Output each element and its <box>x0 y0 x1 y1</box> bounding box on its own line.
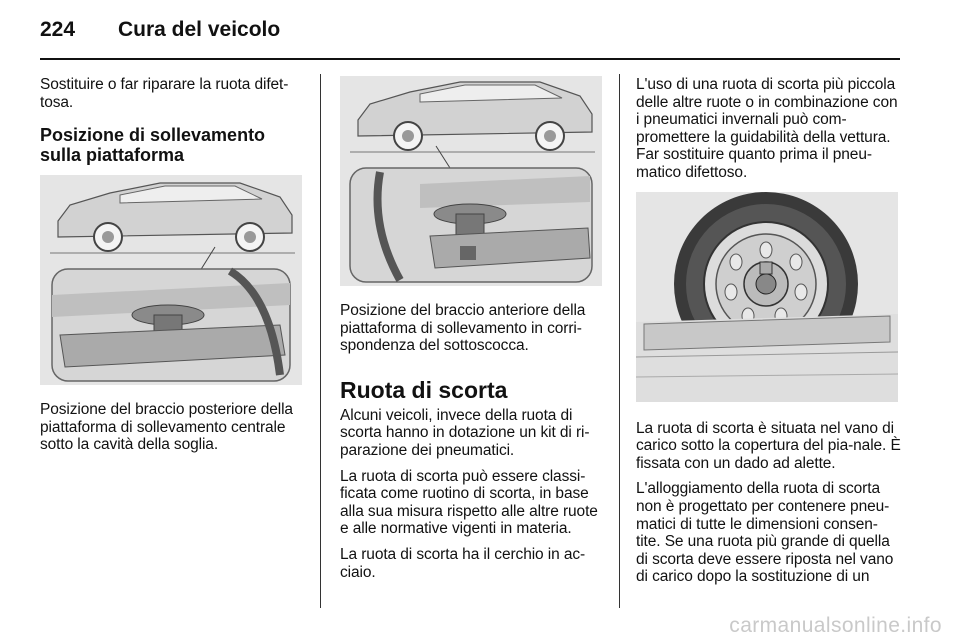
column-1 <box>40 76 302 462</box>
watermark: carmanualsonline.info <box>729 614 942 637</box>
spare-paragraph-2: La ruota di scorta può essere classi-ficata come ruotino di scorta, in base alla sua misura rispetto alle altre ruote e alle normative vigenti in materia. <box>340 467 598 538</box>
spare-housing-text: L'alloggiamento della ruota di scorta non è progettato per contenere pneu-matici di tutte le dimensioni consen-tite. Se una ruota più grande di quella di scorta deve essere riposta nel vano di carico dopo la sostituzione di un <box>636 480 894 586</box>
column-divider-2 <box>619 74 620 608</box>
page-number: 224 <box>40 18 76 41</box>
spare-paragraph-3: La ruota di scorta ha il cerchio in ac-ciaio. <box>340 545 586 581</box>
lift-position-heading: Posizione di sollevamento sulla piattaforma <box>40 125 266 166</box>
front-lift-caption: Posizione del braccio anteriore della piattaforma di sollevamento in corri-spondenza del sottoscocca. <box>340 302 586 355</box>
spare-wheel-heading: Ruota di scorta <box>340 376 508 403</box>
spare-paragraph-1: Alcuni veicoli, invece della ruota di scorta hanno in dotazione un kit di ri-parazione dei pneumatici. <box>340 406 590 459</box>
intro-text: Sostituire o far riparare la ruota difet-tosa. <box>40 76 289 111</box>
warning-text: L'uso di una ruota di scorta più piccola delle altre ruote o in combinazione con i pneumatici invernali può com-promettere la guidabilità della vettura. Far sostituire quanto prima il pneu-matico difettoso. <box>636 76 898 181</box>
column-divider-1 <box>320 74 321 608</box>
rear-lift-caption: Posizione del braccio posteriore della piattaforma di sollevamento centrale sotto la cavità della soglia. <box>40 401 293 454</box>
page-header <box>40 18 280 48</box>
rear-lift-figure <box>40 175 302 385</box>
car-lift-front-arm-illustration <box>340 76 602 286</box>
spare-wheel-figure <box>636 192 898 402</box>
column-2 <box>340 76 602 589</box>
spare-location-text: La ruota di scorta è situata nel vano di carico sotto la copertura del pia-nale. È fissata con un dado ad alette. <box>636 419 901 472</box>
spare-wheel-in-cargo-well-illustration <box>636 192 898 402</box>
car-lift-rear-arm-illustration <box>40 175 302 385</box>
header-rule <box>40 58 900 60</box>
front-lift-figure <box>340 76 602 286</box>
column-3 <box>636 76 902 594</box>
page-title: Cura del veicolo <box>118 18 281 41</box>
